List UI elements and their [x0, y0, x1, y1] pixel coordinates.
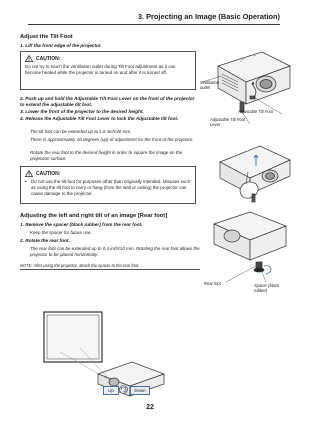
- step-4: 4. Release the Adjustable Tilt Foot Lever to lock the Adjustable tilt foot.: [20, 116, 179, 121]
- caution-box-1: [20, 51, 196, 90]
- down-label: Down: [134, 388, 146, 393]
- rear-step-1-sub: Keep the spacer for future use.: [30, 230, 92, 235]
- callout-tilt-foot: Adjustable Tilt Foot: [238, 109, 274, 114]
- bullet: •: [25, 179, 27, 184]
- chapter-title: 3. Projecting an Image (Basic Operation): [137, 12, 280, 21]
- paragraph-rear-foot: Rotate the rear foot to the desired height in order to square the image on the projection surface.: [30, 150, 183, 161]
- rear-step-1: 1. Remove the spacer (black rubber) from the rear foot.: [20, 222, 143, 227]
- caution-box-2: [20, 166, 196, 204]
- caution-text-1: Do not try to touch the ventilation outlet during Tilt Foot adjustment as it can become heated while the projector is turned on and after it is turned off.: [25, 64, 176, 75]
- up-button[interactable]: [103, 386, 119, 395]
- rear-step-2-sub: The rear foot can be extended up to 0.4 inch/10 mm. Rotating the rear foot allows the projector to be placed horizontally.: [30, 246, 200, 257]
- section-heading-rear-foot: Adjusting the left and right tilt of an image [Rear foot]: [20, 213, 168, 219]
- caution-label-1: CAUTION:: [36, 55, 61, 62]
- note-text: NOTE: After using the projector, attach the spacer to the rear foot.: [20, 263, 140, 268]
- paragraph-tilt-extend: The tilt foot can be extended up to 1.6 inch/40 mm.: [30, 129, 132, 134]
- caution-text-2: [25, 179, 191, 196]
- paragraph-tilt-degrees: There is approximately 10 degrees (up) of adjustment for the front of the projector.: [30, 137, 194, 142]
- step-1: 1. Lift the front edge of the projector.: [20, 43, 102, 48]
- callout-tilt-lever: Adjustable Tilt Foot Lever: [210, 117, 246, 127]
- down-button[interactable]: [130, 386, 150, 395]
- warning-icon: [25, 55, 33, 62]
- warning-icon: [25, 170, 33, 177]
- callout-ventilation: Ventilation outlet: [200, 80, 219, 90]
- rear-foot-illustration: [206, 206, 292, 290]
- caution-label-2: CAUTION:: [36, 170, 61, 177]
- section-heading-tilt-foot: Adjust the Tilt Foot: [20, 34, 73, 40]
- up-label: Up: [108, 388, 114, 393]
- rear-step-2: 2. Rotate the rear foot.: [20, 238, 70, 243]
- rotate-arrow-icon: [118, 384, 129, 395]
- callout-rear-foot: Rear foot: [204, 281, 221, 286]
- caution-text-2-body: Do not use the tilt-foot for purposes other than originally intended. Misuses such as using the tilt foot to carry or hang (from the wall or ceiling) the projector can cause damage to the projector.: [31, 179, 191, 196]
- step-2: 2. Push up and hold the Adjustable Tilt Foot Lever on the front of the projector to extend the adjustable tilt foot.: [20, 96, 195, 107]
- note-rule: [20, 269, 200, 270]
- projector-lift-illustration: [210, 132, 294, 206]
- caution-heading-1: [25, 55, 191, 62]
- caution-heading-2: [25, 170, 191, 177]
- callout-spacer: Spacer (black rubber): [254, 283, 280, 293]
- page-number: 22: [146, 404, 154, 411]
- step-3: 3. Lower the front of the projector to the desired height.: [20, 109, 144, 114]
